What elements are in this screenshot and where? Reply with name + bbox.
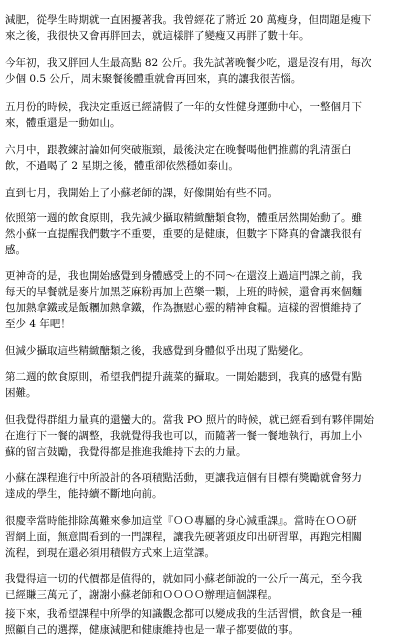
paragraph-worth: 我覺得這一切的代價都是值得的，就如同小蘇老師說的一公斤一萬元，至今我 已經賺三萬元了，謝謝小蘇老師和ＯＯＯＯ辦理這個課程。 (5, 573, 362, 601)
paragraph-group: 但我覺得群組力量真的還蠻大的。當我 PO 照片的時候，就已經看到有夥伴開始 在進行下一餐的調整，我就覺得我也可以，而隨著一餐一餐地執行，再加上小 蘇的留言鼓勵，我覺得都是推進我維持下去的力量。 (5, 414, 374, 458)
paragraph-course: 很慶幸當時能排除萬難來參加這堂『ＯＯ專屬的身心減重課』。當時在ＯＯ研 習網上面，無意間看到的一門課程，讓我先硬著頭皮印出研習單，再跑完相關 流程，到現在還必須用積假方式來上這堂課。 (5, 515, 362, 559)
paragraph-change: 但減少攝取這些精緻醣類之後，我感覺到身體似乎出現了點變化。 (5, 345, 310, 357)
paragraph-breakfast: 更神奇的是，我也開始感覺到身體感受上的不同～在還沒上過這門課之前，我 每天的早餐就是麥片加黑芝麻粉再加上芭樂一顆，上班的時候，還會再來個麵 包加熱拿鐵或是飯糰加熱拿鐵，作為撫慰心靈的精神食糧。這樣的習慣維持了 至少 4 年吧！ (5, 270, 362, 330)
paragraph-week-two: 第二週的飲食原則，希望我們提升蔬菜的攝取。一開始聽到，我真的感覺有點 困難。 (5, 371, 362, 399)
paragraph-points: 小蘇在課程進行中所設計的各項積點活動，更讓我這個有目標有獎勵就會努力 達成的學生，能持續不斷地向前。 (5, 472, 362, 500)
paragraph-new-year: 今年初，我又胖回人生最高點 82 公斤。我先試著晚餐少吃，還是沒有用，每次 少個 0.5 公斤，周末聚餐後體重就會再回來，真的讓我很苦惱。 (5, 57, 372, 85)
paragraph-may: 五月份的時候，我決定重返已經請假了一年的女性健身運動中心，一整個月下 來，體重還是一動如山。 (5, 101, 362, 129)
paragraph-future: 接下來，我希望課程中所學的知識觀念都可以變成我的生活習慣，飲食是一種 照顧自己的選擇，健康減肥和健康維持也是一輩子都要做的事。 (5, 608, 362, 636)
paragraph-week-one: 依照第一週的飲食原則，我先減少攝取精緻醣類食物，體重居然開始動了。雖 然小蘇一直提醒我們數字不重要，重要的是健康，但數字下降真的會讓我很有 感。 (5, 212, 362, 256)
paragraph-intro: 減肥，從學生時期就一直困擾著我。我曾經花了將近 20 萬瘦身，但問題是瘦下 來之後，我很快又會再胖回去，就這樣胖了變瘦又再胖了數十年。 (5, 14, 372, 42)
paragraph-june: 六月中，跟教練討論如何突破瓶頸，最後決定在晚餐喝他們推薦的乳清蛋白 飲，不過喝了 2 星期之後，體重卻依然穩如泰山。 (5, 144, 352, 172)
paragraph-july: 直到七月，我開始上了小蘇老師的課，好像開始有些不同。 (5, 187, 278, 199)
